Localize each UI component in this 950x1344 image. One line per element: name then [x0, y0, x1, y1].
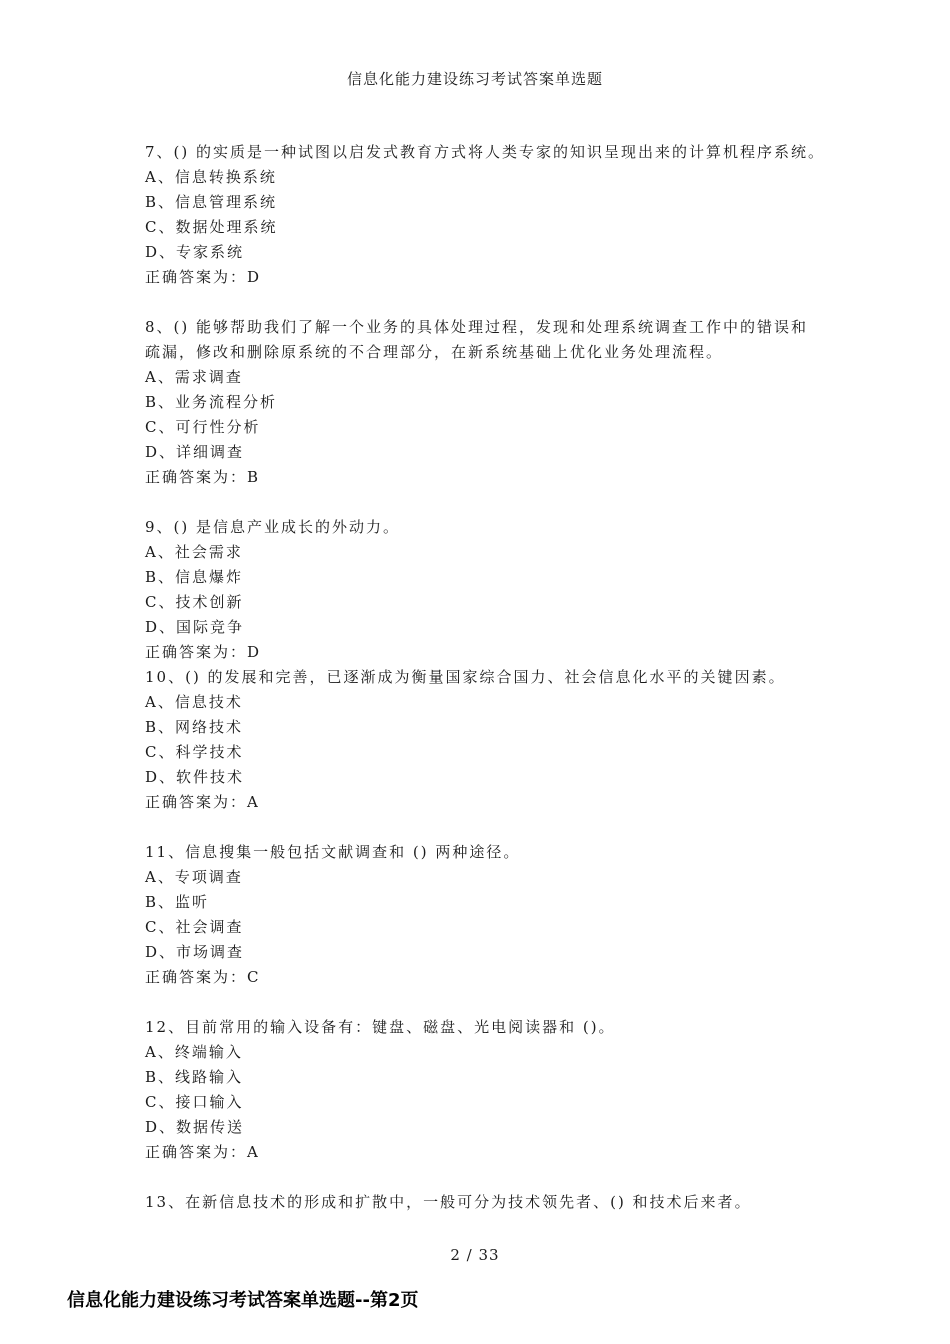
- correct-answer: 正确答案为：C: [145, 968, 261, 986]
- option-a: A、社会需求: [145, 543, 243, 561]
- option-c: C、可行性分析: [145, 418, 261, 436]
- option-b: B、信息管理系统: [145, 193, 278, 211]
- option-d: D、市场调查: [145, 943, 245, 961]
- question-stem: 12、目前常用的输入设备有：键盘、磁盘、光电阅读器和 ()。: [145, 1018, 616, 1036]
- page-header: 信息化能力建设练习考试答案单选题: [346, 70, 603, 88]
- option-d: D、国际竞争: [145, 618, 245, 636]
- option-b: B、信息爆炸: [145, 568, 244, 586]
- option-b: B、业务流程分析: [145, 393, 278, 411]
- option-c: C、科学技术: [145, 743, 244, 761]
- option-d: D、数据传送: [145, 1118, 245, 1136]
- correct-answer: 正确答案为：A: [145, 793, 260, 811]
- option-c: C、接口输入: [145, 1093, 244, 1111]
- page-footer: 信息化能力建设练习考试答案单选题--第2页: [67, 1290, 419, 1311]
- question-stem: 9、() 是信息产业成长的外动力。: [145, 518, 401, 536]
- option-d: D、专家系统: [145, 243, 245, 261]
- question-stem: 7、() 的实质是一种试图以启发式教育方式将人类专家的知识呈现出来的计算机程序系统。: [145, 143, 826, 161]
- option-b: B、网络技术: [145, 718, 244, 736]
- question-stem: 10、() 的发展和完善，已逐渐成为衡量国家综合国力、社会信息化水平的关键因素。: [145, 668, 786, 686]
- correct-answer: 正确答案为：D: [145, 643, 262, 661]
- question-stem: 8、() 能够帮助我们了解一个业务的具体处理过程，发现和处理系统调查工作中的错误和疏漏，修改和删除原系统的不合理部分，在新系统基础上优化业务处理流程。: [145, 318, 809, 361]
- correct-answer: 正确答案为：B: [145, 468, 261, 486]
- option-a: A、终端输入: [145, 1043, 243, 1061]
- correct-answer: 正确答案为：A: [145, 1143, 260, 1161]
- option-d: D、详细调查: [145, 443, 245, 461]
- option-a: A、信息转换系统: [145, 168, 277, 186]
- option-c: C、技术创新: [145, 593, 244, 611]
- question-stem: 11、信息搜集一般包括文献调查和 () 两种途径。: [145, 843, 521, 861]
- correct-answer: 正确答案为：D: [145, 268, 262, 286]
- option-a: A、需求调查: [145, 368, 243, 386]
- option-a: A、信息技术: [145, 693, 243, 711]
- option-a: A、专项调查: [145, 868, 243, 886]
- option-b: B、监听: [145, 893, 210, 911]
- option-b: B、线路输入: [145, 1068, 244, 1086]
- option-d: D、软件技术: [145, 768, 245, 786]
- question-stem: 13、在新信息技术的形成和扩散中，一般可分为技术领先者、() 和技术后来者。: [145, 1193, 752, 1211]
- page-number: 2 / 33: [450, 1246, 500, 1264]
- question-list: [145, 140, 825, 1215]
- option-c: C、社会调查: [145, 918, 244, 936]
- option-c: C、数据处理系统: [145, 218, 278, 236]
